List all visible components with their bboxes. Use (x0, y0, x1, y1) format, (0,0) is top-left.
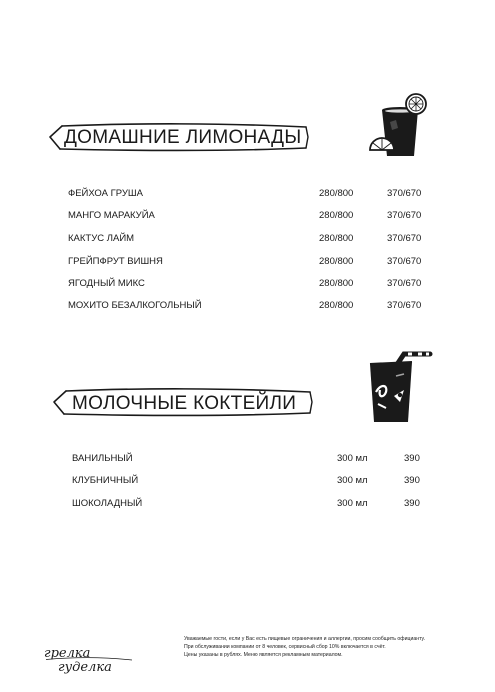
item-price: 370/670 (387, 278, 422, 289)
item-name: ШОКОЛАДНЫЙ (72, 498, 143, 509)
svg-text:гуделка: гуделка (58, 660, 112, 675)
item-name: КАКТУС ЛАЙМ (68, 233, 135, 244)
notice-line: При обслуживании компании от 8 человек, сервисный сбор 10% включается в счёт. (184, 644, 386, 650)
item-volume-price: 280/800 (319, 233, 354, 244)
item-price: 370/670 (387, 233, 422, 244)
item-name: ЯГОДНЫЙ МИКС (68, 278, 145, 289)
menu-item (0, 496, 495, 512)
item-volume-price: 280/800 (319, 210, 354, 221)
menu-item (0, 208, 495, 224)
menu-item (0, 298, 495, 314)
item-name: МОХИТО БЕЗАЛКОГОЛЬНЫЙ (68, 300, 202, 311)
section-title-milkshakes: МОЛОЧНЫЕ КОКТЕЙЛИ (72, 393, 297, 414)
item-volume: 300 мл (337, 453, 368, 464)
item-volume-price: 280/800 (319, 300, 354, 311)
item-volume-price: 280/800 (319, 256, 354, 267)
svg-text:грелка: грелка (44, 646, 91, 661)
milkshake-glass-icon (360, 346, 440, 426)
menu-item (0, 254, 495, 270)
lemonade-glass-icon (368, 92, 440, 164)
grelka-gudelka-logo (44, 644, 136, 674)
item-volume-price: 280/800 (319, 188, 354, 199)
menu-item (0, 186, 495, 202)
section-title-lemonades: ДОМАШНИЕ ЛИМОНАДЫ (64, 127, 302, 148)
notice-line: Цены указаны в рублях. Меню является рекламным материалом. (184, 652, 343, 658)
item-volume: 300 мл (337, 498, 368, 509)
footer-notice (184, 635, 464, 659)
item-name: ГРЕЙПФРУТ ВИШНЯ (68, 256, 163, 267)
item-volume-price: 280/800 (319, 278, 354, 289)
item-volume: 300 мл (337, 475, 368, 486)
item-price: 370/670 (387, 256, 422, 267)
item-name: ФЕЙХОА ГРУША (68, 188, 143, 199)
menu-item (0, 473, 495, 489)
item-price: 390 (404, 475, 420, 486)
item-name: ВАНИЛЬНЫЙ (72, 453, 133, 464)
item-price: 370/670 (387, 188, 422, 199)
menu-item (0, 451, 495, 467)
menu-item (0, 231, 495, 247)
item-price: 370/670 (387, 210, 422, 221)
notice-line: Уважаемые гости, если у Вас есть пищевые ограничения и аллергии, просим сообщить официанту. (184, 636, 426, 642)
menu-item (0, 276, 495, 292)
item-price: 370/670 (387, 300, 422, 311)
item-name: КЛУБНИЧНЫЙ (72, 475, 139, 486)
item-name: МАНГО МАРАКУЙА (68, 210, 155, 221)
item-price: 390 (404, 498, 420, 509)
item-price: 390 (404, 453, 420, 464)
